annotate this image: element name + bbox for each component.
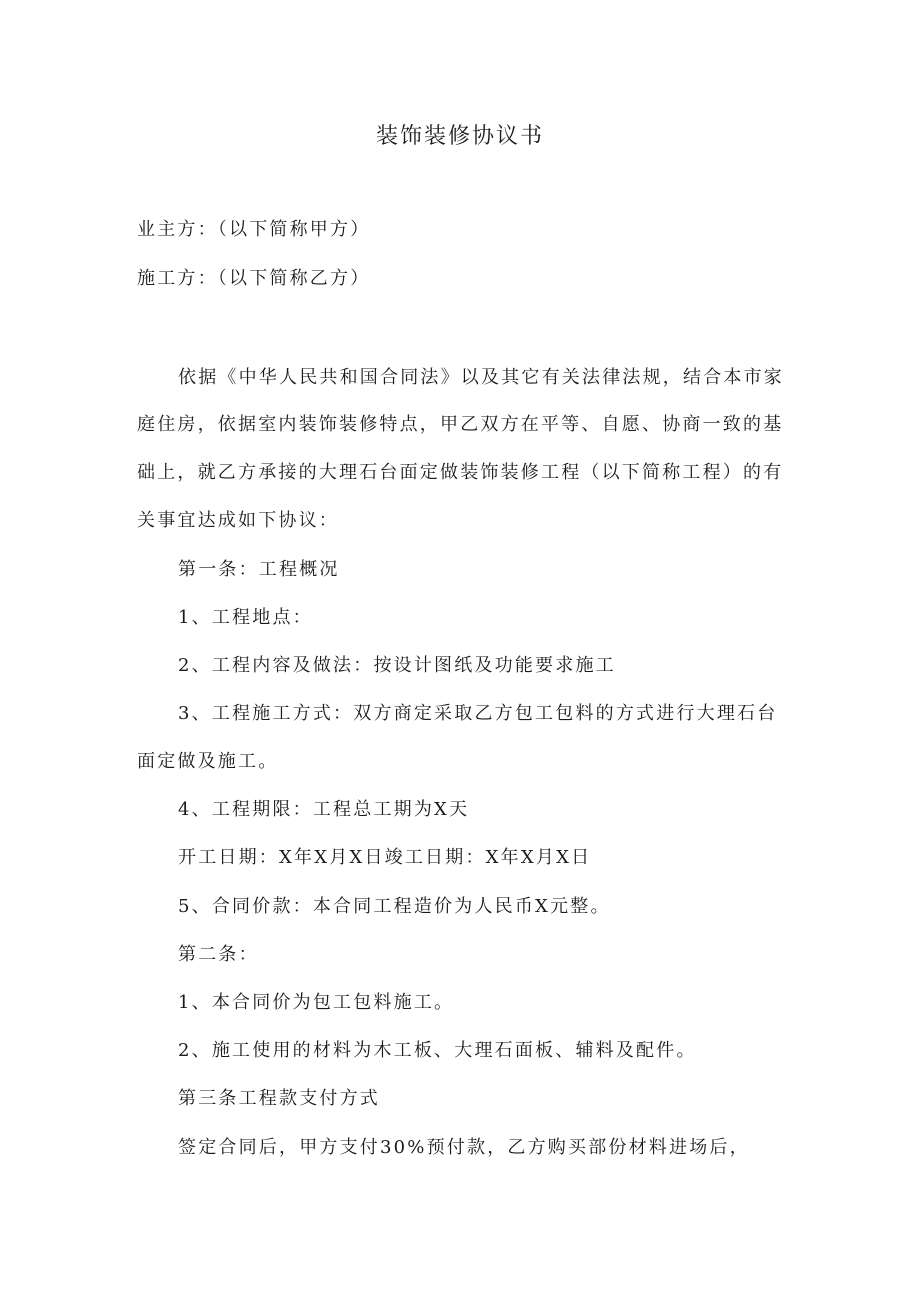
article-1-item-3-line-2: 面定做及施工。 (137, 751, 279, 772)
preamble-line-3: 础上，就乙方承接的大理石台面定做装饰装修工程（以下简称工程）的有 (137, 462, 784, 483)
article-1-item-1: 1、工程地点： (178, 607, 313, 628)
article-1-item-3-line-1: 3、工程施工方式：双方商定采取乙方包工包料的方式进行大理石台 (178, 703, 778, 724)
article-3-line-1: 签定合同后，甲方支付30%预付款，乙方购买部份材料进场后， (178, 1137, 750, 1158)
contractor-party-line: 施工方：（以下简称乙方） (137, 268, 371, 289)
preamble-line-2: 庭住房，依据室内装饰装修特点，甲乙双方在平等、自愿、协商一致的基 (137, 414, 784, 435)
article-2-item-2: 2、施工使用的材料为木工板、大理石面板、辅料及配件。 (178, 1040, 697, 1061)
article-2-item-1: 1、本合同价为包工包料施工。 (178, 992, 455, 1013)
preamble-line-4: 关事宜达成如下协议： (137, 510, 339, 531)
article-3-heading: 第三条工程款支付方式 (178, 1088, 380, 1109)
article-1-heading: 第一条：工程概况 (178, 559, 340, 580)
article-1-item-4: 4、工程期限：工程总工期为X天 (178, 799, 470, 820)
document-title: 装饰装修协议书 (375, 124, 544, 149)
owner-party-line: 业主方：（以下简称甲方） (137, 219, 371, 240)
article-1-dates: 开工日期：X年X月X日竣工日期：X年X月X日 (178, 847, 592, 868)
article-2-heading: 第二条： (178, 944, 259, 965)
preamble-line-1: 依据《中华人民共和国合同法》以及其它有关法律法规，结合本市家 (178, 367, 784, 388)
article-1-item-2: 2、工程内容及做法：按设计图纸及功能要求施工 (178, 655, 616, 676)
article-1-item-5: 5、合同价款：本合同工程造价为人民币X元整。 (178, 896, 611, 917)
